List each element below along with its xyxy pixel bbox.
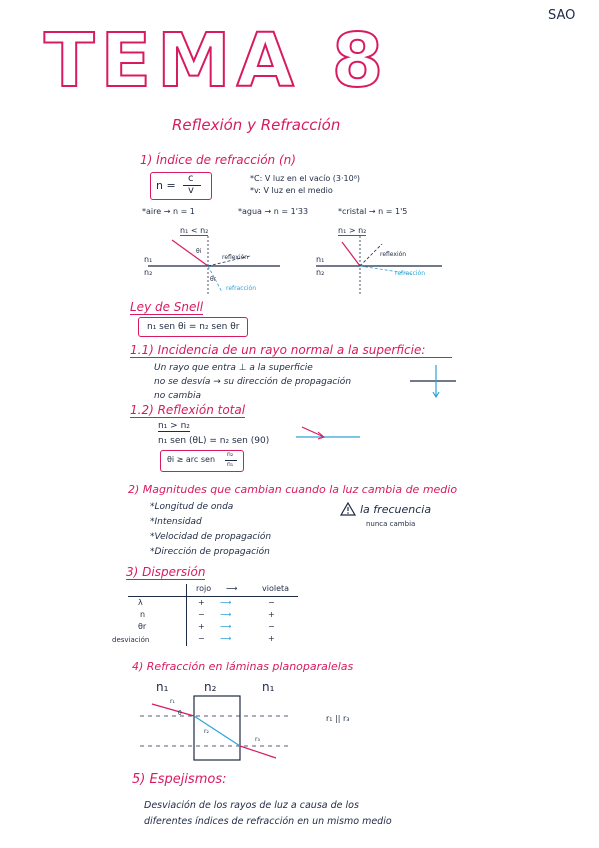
section-2-heading: 2) Magnitudes que cambian cuando la luz cambia de medio bbox=[128, 483, 458, 496]
page-subtitle: Reflexión y Refracción bbox=[172, 116, 341, 134]
table-row-arrow: ⟶ bbox=[220, 622, 232, 631]
total-reflection-diagram bbox=[296, 425, 360, 445]
column-arrow: ⟶ bbox=[226, 584, 238, 593]
table-row-arrow: ⟶ bbox=[220, 598, 232, 607]
parallel-rays-note: r₁ || r₃ bbox=[326, 714, 350, 723]
table-row-to: + bbox=[268, 634, 275, 643]
ray-r3-label: r₃ bbox=[255, 736, 260, 743]
normal-incidence-line-2: no se desvía → su dirección de propagación bbox=[154, 377, 352, 387]
warning-icon bbox=[340, 502, 356, 516]
table-row-arrow: ⟶ bbox=[220, 634, 232, 643]
formula-numerator: c bbox=[188, 173, 194, 184]
section-1-heading: 1) Índice de refracción (n) bbox=[140, 153, 296, 167]
critical-angle-text: θi ≥ arc sen bbox=[167, 455, 216, 464]
total-reflection-condition: n₁ > n₂ bbox=[158, 421, 190, 431]
example-air: *aire → n = 1 bbox=[142, 207, 195, 216]
warning-subtext: nunca cambia bbox=[366, 520, 416, 528]
formula-denominator: v bbox=[188, 185, 194, 196]
diagram1-refraction-label: refracción bbox=[226, 285, 257, 292]
refraction-diagram-1 bbox=[140, 236, 280, 296]
critical-angle-denominator: n₁ bbox=[227, 461, 234, 468]
table-row-label: desviación bbox=[112, 636, 150, 644]
table-row-from: + bbox=[198, 622, 205, 631]
dispersion-table bbox=[112, 584, 298, 646]
diagram2-n2: n₂ bbox=[316, 268, 325, 277]
table-row-from: − bbox=[198, 610, 205, 619]
diagram2-refraction-label: refracción bbox=[395, 270, 426, 277]
diagram2-reflection-label: reflexión bbox=[380, 251, 407, 258]
table-row-label: n bbox=[140, 610, 146, 619]
formula-lhs: n = bbox=[156, 179, 176, 192]
example-glass: *cristal → n = 1'5 bbox=[338, 207, 408, 216]
table-row-label: θr bbox=[138, 622, 147, 631]
table-row-label: λ bbox=[138, 598, 143, 607]
section-3-heading: 3) Dispersión bbox=[126, 565, 206, 579]
section-5-heading: 5) Espejismos: bbox=[132, 772, 227, 787]
table-row-from: + bbox=[198, 598, 205, 607]
angle-theta-label: θ bbox=[178, 710, 182, 717]
table-row-to: − bbox=[268, 622, 275, 631]
normal-incidence-line-3: no cambia bbox=[154, 391, 202, 401]
diagram1-theta-i: θi bbox=[196, 248, 202, 255]
warning-text: la frecuencia bbox=[360, 503, 432, 516]
table-row-from: − bbox=[198, 634, 205, 643]
snell-heading: Ley de Snell bbox=[130, 300, 204, 314]
section-1-1-heading: 1.1) Incidencia de un rayo normal a la superficie: bbox=[130, 343, 452, 358]
table-row-to: − bbox=[268, 598, 275, 607]
refraction-index-formula bbox=[150, 172, 212, 200]
critical-angle-numerator: n₂ bbox=[227, 451, 234, 458]
section-1-2-heading: 1.2) Reflexión total bbox=[130, 403, 246, 417]
plane-parallel-plate-diagram bbox=[140, 694, 290, 766]
mirage-line-2: diferentes índices de refracción en un mismo medio bbox=[144, 816, 392, 827]
column-to: violeta bbox=[262, 584, 290, 593]
normal-incidence-line-1: Un rayo que entra ⊥ a la superficie bbox=[154, 363, 313, 373]
table-row-to: + bbox=[268, 610, 275, 619]
magnitude-item-4: *Dirección de propagación bbox=[150, 547, 270, 557]
snell-formula: n₁ sen θi = n₂ sen θr bbox=[138, 317, 248, 337]
medium-n1: n₁ bbox=[156, 680, 169, 694]
note-c: *C: V luz en el vacío (3·10⁸) bbox=[250, 174, 361, 183]
corner-initials: SAO bbox=[548, 8, 576, 23]
critical-angle-formula bbox=[160, 450, 244, 472]
diagram1-theta-r: θr bbox=[210, 276, 217, 283]
normal-incidence-diagram bbox=[410, 365, 456, 401]
diagram2-title: n₁ > n₂ bbox=[338, 226, 367, 235]
diagram1-reflection-label: reflexión bbox=[222, 254, 249, 261]
column-from: rojo bbox=[196, 584, 212, 593]
diagram1-n1: n₁ bbox=[144, 255, 153, 264]
note-v: *v: V luz en el medio bbox=[250, 186, 333, 195]
page-title: TEMA 8 bbox=[44, 18, 390, 104]
example-water: *agua → n = 1'33 bbox=[238, 207, 309, 216]
medium-n3: n₁ bbox=[262, 680, 275, 694]
table-header-rule bbox=[128, 596, 298, 597]
table-row-arrow: ⟶ bbox=[220, 610, 232, 619]
magnitude-item-2: *Intensidad bbox=[150, 517, 202, 527]
table-column-rule bbox=[186, 584, 187, 646]
diagram2-n1: n₁ bbox=[316, 255, 325, 264]
ray-r2-label: r₂ bbox=[204, 728, 209, 735]
magnitude-item-1: *Longitud de onda bbox=[150, 502, 234, 512]
refraction-diagram-2 bbox=[312, 236, 442, 296]
diagram1-n2: n₂ bbox=[144, 268, 153, 277]
diagram1-title: n₁ < n₂ bbox=[180, 226, 209, 235]
total-reflection-equation: n₁ sen (θL) = n₂ sen (90) bbox=[158, 436, 270, 446]
section-4-heading: 4) Refracción en láminas planoparalelas bbox=[132, 660, 354, 673]
ray-r1-label: r₁ bbox=[170, 698, 175, 705]
medium-n2: n₂ bbox=[204, 680, 217, 694]
mirage-line-1: Desviación de los rayos de luz a causa de los bbox=[144, 800, 359, 811]
magnitude-item-3: *Velocidad de propagación bbox=[150, 532, 272, 542]
